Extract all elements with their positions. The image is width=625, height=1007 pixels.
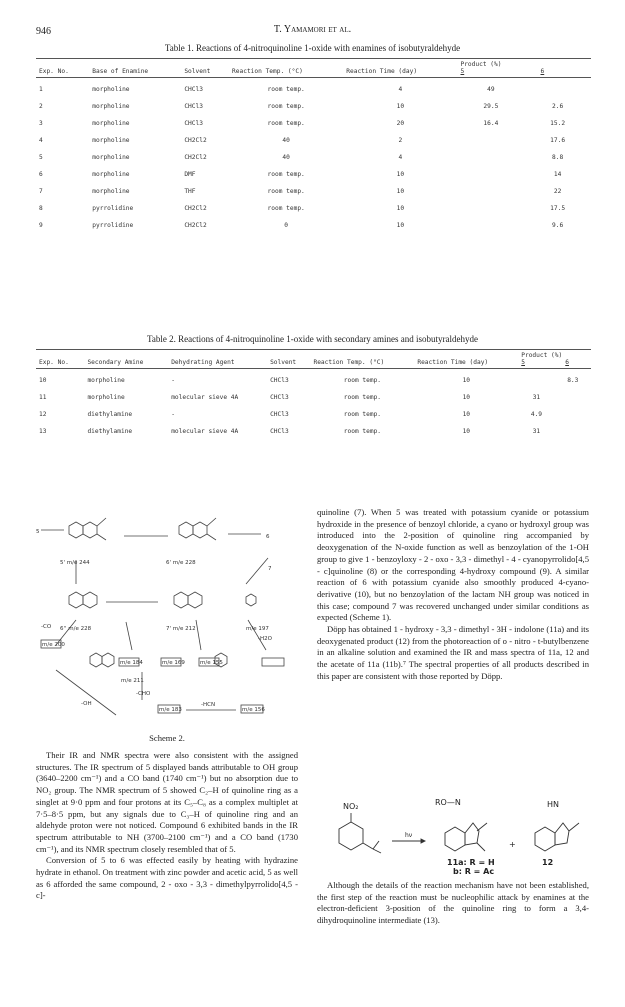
table-cell: CHCl3 <box>270 411 289 418</box>
scheme-label-200: m/e 200 <box>42 642 65 648</box>
table-cell: 29.5 <box>483 103 499 110</box>
right-column-bottom <box>317 880 589 927</box>
table-cell: 17.5 <box>550 205 566 212</box>
table-cell: room temp. <box>343 411 382 418</box>
table-cell: 11 <box>39 394 47 401</box>
scheme-label-169: m/e 169 <box>162 660 185 666</box>
table-cell: 14 <box>553 171 562 178</box>
table-cell: 17.6 <box>550 137 566 144</box>
table-cell: room temp. <box>267 171 305 178</box>
table-cell: morpholine <box>92 103 130 110</box>
scheme-label-6: 6 <box>266 534 270 540</box>
scheme-label-cho: -CHO <box>136 691 151 697</box>
page-number: 946 <box>36 26 51 37</box>
molecule-5 <box>69 518 106 540</box>
table-cell: CH2Cl2 <box>184 222 207 229</box>
compound-11a-label: 11a: R = H <box>447 858 495 867</box>
table-cell: morpholine <box>92 120 130 127</box>
table-cell: 13 <box>39 428 47 435</box>
table-cell <box>457 183 524 200</box>
table-row <box>36 132 591 149</box>
table-row <box>36 200 591 217</box>
table-cell: 0 <box>284 222 289 229</box>
table-cell: 2 <box>398 137 403 144</box>
table-cell <box>457 149 524 166</box>
table-cell <box>457 217 524 234</box>
table-cell: room temp. <box>267 120 305 127</box>
left-paragraph-1: Their IR and NMR spectra were also consistent with the assigned structures. The IR spectrum of 5 displayed bands attributable to OH group (3640–2200 cm⁻¹) and a CO band (1740 cm⁻¹) but no absorption due to NO₂ group. The NMR spectrum of 5 showed C₂–H of quinoline ring as a singlet at 9·0 ppm and four protons at its C₅–C₈ as a complex multiplet at 7·5–8·5 ppm, but any signals due to C₃–H of quinoline ring and an aldehyde proton were not noticed. Compound 6 exhibited bands in the IR spectrum attributable to NH (3700–2100 cm⁻¹) and a CO band (1730 cm⁻¹), and its NMR spectrum closely resembled that of 5. <box>36 750 298 854</box>
table1 <box>36 58 591 234</box>
compound-12-label: 12 <box>542 858 554 867</box>
table-cell: CH2Cl2 <box>184 137 207 144</box>
scheme-label-5: 5 <box>36 529 40 535</box>
t2-h-product <box>518 350 591 369</box>
scheme-label-oh: -OH <box>81 701 92 707</box>
table-cell: 10 <box>396 222 405 229</box>
scheme-label-183: m/e 183 <box>159 707 182 713</box>
t1-h-product-label: Product (%) <box>460 61 502 68</box>
table-row <box>36 183 591 200</box>
table-cell: 10 <box>462 428 471 435</box>
table-row <box>36 423 591 440</box>
table-cell: 3 <box>39 120 43 127</box>
table-cell: 10 <box>396 205 405 212</box>
table-cell <box>524 78 591 99</box>
plus-label: + <box>509 840 516 849</box>
table-cell: 2.6 <box>552 103 564 110</box>
scheme-label-6p: 6' m/e 228 <box>166 560 196 566</box>
table-cell: room temp. <box>343 428 382 435</box>
table-cell: molecular sieve 4A <box>171 394 239 401</box>
table-cell: 8 <box>39 205 43 212</box>
table-cell: 4.9 <box>530 411 543 418</box>
table-row <box>36 406 591 423</box>
scheme-label-5p: 5' m/e 244 <box>60 560 90 566</box>
table-cell: 31 <box>532 394 541 401</box>
t2-h-solvent: Solvent <box>267 350 310 369</box>
scheme-label-h2o: -H2O <box>258 636 272 642</box>
table-cell: 9.6 <box>552 222 564 229</box>
table-cell: CH2Cl2 <box>184 205 207 212</box>
table-cell: 8.8 <box>552 154 564 161</box>
table-cell: morpholine <box>87 377 125 384</box>
table-cell: - <box>171 411 175 418</box>
table-cell: diethylamine <box>87 411 133 418</box>
right-paragraph-2: Döpp has obtained 1 - hydroxy - 3,3 - dimethyl - 3H - indolone (11a) and its deoxygenated product (12) from the photoreaction of o - nitro - t-butylbenzene in an alkaline solution and examined the IR and mass spectra of 11a, 12 and the acetate of 11a (11b).⁷ The spectral properties of all products described in this paper are consistent with those reported by Döpp. <box>317 624 589 681</box>
scheme-label-155: m/e 155 <box>200 660 223 666</box>
table-cell <box>457 132 524 149</box>
scheme-label-7: 7 <box>268 566 272 572</box>
t2-h-time: Reaction Time (day) <box>414 350 518 369</box>
table-cell: room temp. <box>343 394 382 401</box>
running-title: T. Yamamori et al. <box>273 24 352 35</box>
table-cell <box>555 423 591 440</box>
right-paragraph-3: Although the details of the reaction mechanism have not been established, the first step of the reaction must be nucleophilic attack by enamines at the electron-deficient 3-position of the quinoline ring to form a 3,4-dihydroquinoline intermediate (13). <box>317 880 589 926</box>
scheme-label-211: m/e 211 <box>121 678 144 684</box>
table-row <box>36 98 591 115</box>
table-cell: 5 <box>39 154 43 161</box>
table-cell: morpholine <box>92 171 130 178</box>
scheme2-diagram <box>36 500 298 730</box>
table-cell: 20 <box>396 120 405 127</box>
table-cell: 15.2 <box>550 120 566 127</box>
scheme-label-7p: 7' m/e 212 <box>166 626 196 632</box>
table-cell: 2 <box>39 103 43 110</box>
table-cell: CH2Cl2 <box>184 154 207 161</box>
table-cell: 16.4 <box>483 120 499 127</box>
table-cell: CHCl3 <box>184 103 203 110</box>
table-cell: CHCl3 <box>184 120 203 127</box>
table-cell: 4 <box>398 154 403 161</box>
table1-caption: Table 1. Reactions of 4-nitroquinoline 1-oxide with enamines of isobutyraldehyde <box>164 43 461 53</box>
table-cell: 49 <box>487 86 495 93</box>
left-column <box>36 750 298 902</box>
t1-h-base: Base of Enamine <box>89 59 181 78</box>
table-cell: 4 <box>39 137 43 144</box>
table-cell: 40 <box>282 154 290 161</box>
table-cell: CHCl3 <box>270 377 289 384</box>
table-cell <box>555 389 591 406</box>
table-cell: 22 <box>553 188 562 195</box>
scheme-label-197: m/e 197 <box>246 626 269 632</box>
table-cell: 12 <box>39 411 47 418</box>
table-row <box>36 149 591 166</box>
t2-h-temp: Reaction Temp. (°C) <box>310 350 414 369</box>
table-cell: CHCl3 <box>184 86 203 93</box>
table-cell: THF <box>184 188 196 195</box>
table-cell: morpholine <box>92 154 130 161</box>
table-cell: diethylamine <box>87 428 133 435</box>
table-cell: DMF <box>184 171 196 178</box>
table-cell: pyrrolidine <box>92 222 134 229</box>
table-cell: room temp. <box>267 205 305 212</box>
left-paragraph-2: Conversion of 5 to 6 was effected easily by heating with hydrazine hydrate in ethanol. On treatment with zinc powder and acetic acid, 5 as well as 6 afforded the same compound, 2 - oxo - 3,3 - dimethylpyrrolido[4,5 - c]- <box>36 855 298 901</box>
table-cell: - <box>171 377 175 384</box>
table-row <box>36 115 591 132</box>
t2-h-product-label: Product (%) <box>521 352 563 359</box>
scheme-label-184: m/e 184 <box>120 660 143 666</box>
scheme2-caption: Scheme 2. <box>149 733 185 743</box>
t1-h-exp: Exp. No. <box>36 59 89 78</box>
t1-h-6: 6 <box>540 68 545 75</box>
nitro-label: NO₂ <box>343 802 359 811</box>
table-cell: room temp. <box>267 86 305 93</box>
t1-h-product <box>457 59 591 78</box>
table-cell: room temp. <box>267 188 305 195</box>
table-cell: room temp. <box>267 103 305 110</box>
hn-label: HN <box>547 800 559 809</box>
table-cell: 7 <box>39 188 43 195</box>
table-cell: 10 <box>396 171 405 178</box>
photoreaction-scheme <box>317 793 589 875</box>
table-cell: 8.3 <box>567 377 579 384</box>
scheme-label-156: m/e 156 <box>242 707 265 713</box>
table-cell: 6 <box>39 171 43 178</box>
t2-h-5: 5 <box>521 359 525 366</box>
table-cell <box>457 166 524 183</box>
table-row <box>36 217 591 234</box>
table-cell: 10 <box>462 411 471 418</box>
table-row <box>36 78 591 99</box>
table-cell: morpholine <box>92 137 130 144</box>
table-cell: morpholine <box>87 394 125 401</box>
table-cell: molecular sieve 4A <box>171 428 239 435</box>
compound-11b-label: b: R = Ac <box>453 867 495 875</box>
table-cell: CHCl3 <box>270 428 289 435</box>
t2-h-amine: Secondary Amine <box>84 350 168 369</box>
hv-label: hν <box>405 832 413 839</box>
table-cell <box>518 369 554 390</box>
right-paragraph-1: quinoline (7). When 5 was treated with potassium cyanide or potassium hydroxide in the presence of benzoyl chloride, a cyano or hydroxyl group was introduced into the 2-position of quinoline ring accompanied by deoxygenation of the N-oxide function as well as benzoylation of the 1-OH group to give 1 - benzoyloxy - 2 - oxo - 3,3 - dimethyl - 4 - cyanopyrrolido[4,5 - c]quinoline (8) or the corresponding 4-hydroxy compound (9). A similar reaction of 6 with potassium cyanide also smoothly produced 4-cyano-derivative (10), but no benzoylation of the lactam NH group was noticed in this case; compound 7 was recovered unchanged under similar conditions as expected (Scheme 1). <box>317 507 589 623</box>
scheme-label-hcn: -HCN <box>201 702 216 708</box>
table-cell: 10 <box>39 377 47 384</box>
scheme-label-co: -CO <box>41 624 52 630</box>
table-cell <box>555 406 591 423</box>
right-column-top <box>317 507 589 683</box>
table-cell: CHCl3 <box>270 394 289 401</box>
t2-h-exp: Exp. No. <box>36 350 84 369</box>
table-cell: 10 <box>396 188 405 195</box>
scheme-label-6pp: 6'' m/e 228 <box>60 626 92 632</box>
table-row <box>36 166 591 183</box>
table-row <box>36 389 591 406</box>
table-cell: 40 <box>282 137 290 144</box>
table-cell: room temp. <box>343 377 382 384</box>
t1-h-5: 5 <box>460 68 465 75</box>
table-cell: 1 <box>39 86 43 93</box>
table-cell: 10 <box>462 377 471 384</box>
table-cell: morpholine <box>92 86 130 93</box>
table-cell: 10 <box>462 394 471 401</box>
t2-h-6: 6 <box>565 359 569 366</box>
t1-h-time: Reaction Time (day) <box>343 59 457 78</box>
t2-h-agent: Dehydrating Agent <box>168 350 267 369</box>
t1-h-solvent: Solvent <box>181 59 229 78</box>
table-row <box>36 369 591 390</box>
ro-n-label: RO—N <box>435 798 461 807</box>
table-cell: 4 <box>398 86 403 93</box>
table2-caption: Table 2. Reactions of 4-nitroquinoline 1-oxide with secondary amines and isobutyraldehyde <box>146 334 479 344</box>
table-cell: pyrrolidine <box>92 205 134 212</box>
t1-h-temp: Reaction Temp. (°C) <box>229 59 343 78</box>
table-cell: 31 <box>532 428 541 435</box>
table-cell <box>457 200 524 217</box>
molecule-6 <box>179 518 216 540</box>
table-cell: morpholine <box>92 188 130 195</box>
table2 <box>36 349 591 440</box>
table-cell: 9 <box>39 222 43 229</box>
table-cell: 10 <box>396 103 405 110</box>
